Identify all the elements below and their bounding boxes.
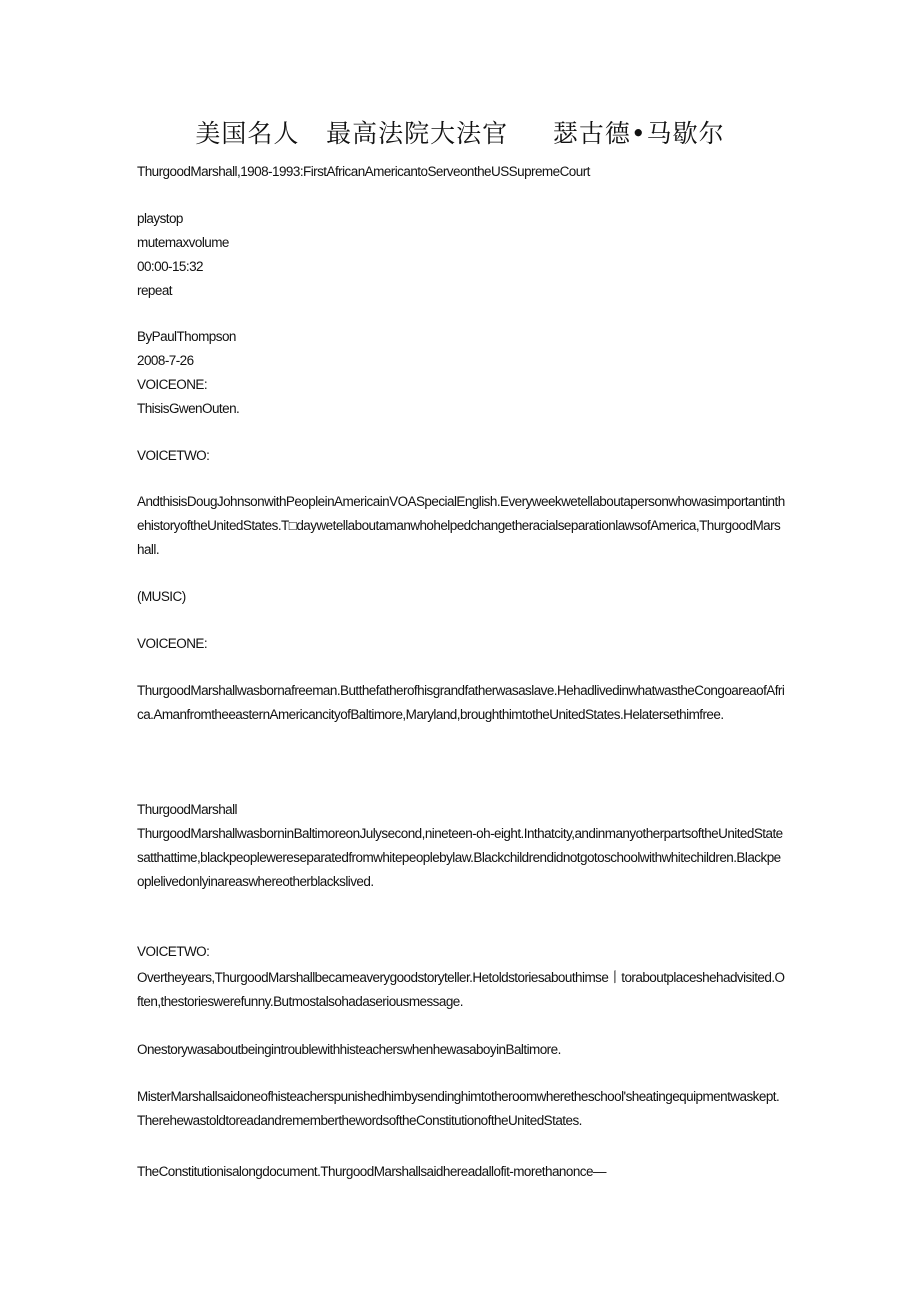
body-paragraph-6: TheConstitutionisalongdocument.ThurgoodMarshallsaidhereadallofit-morethanonce— — [137, 1164, 606, 1179]
intro-paragraph: AndthisisDougJohnsonwithPeopleinAmericainVOASpecialEnglish.EveryweekwetellaboutapersonwhowasimportantinthehistoryoftheUnitedStates.T□daywetellaboutamanwhohelpedchangetheracialseparationlawsofAmerica,ThurgoodMarshall. — [137, 494, 785, 557]
player-time: 00:00-15:32 — [137, 259, 204, 274]
body-paragraph-3: Overtheyears,ThurgoodMarshallbecameaverygoodstoryteller.Hetoldstoriesabouthimse丨toraboutplaceshehadvisited.Often,thestorieswerefunny.Butmostalsohadaseriousmessage. — [137, 970, 785, 1009]
body-paragraph-5: MisterMarshallsaidoneofhisteacherspunishedhimbysendinghimtotheroomwheretheschool'sheatingequipmentwaskept.TherehewastoldtoreadandrememberthewordsoftheConstitutionoftheUnitedStates. — [137, 1089, 780, 1128]
subtitle: ThurgoodMarshall,1908-1993:FirstAfricanAmericantoServeontheUSSupremeCourt — [137, 164, 590, 179]
page-title: 美国名人 最高法院大法官 瑟古德•马歇尔 — [195, 119, 725, 148]
byline-author: ByPaulThompson — [137, 329, 236, 344]
body-paragraph-4: OnestorywasaboutbeingintroublewithhisteacherswhenhewasaboyinBaltimore. — [137, 1042, 561, 1057]
player-repeat[interactable]: repeat — [137, 283, 172, 298]
byline-date: 2008-7-26 — [137, 353, 194, 368]
player-mute-max-volume[interactable]: mutemaxvolume — [137, 235, 229, 250]
body-paragraph-1: ThurgoodMarshallwasbornafreeman.Butthefatherofhisgrandfatherwasaslave.HehadlivedinwhatwastheCongoareaofAfrica.AmanfromtheeasternAmericancityofBaltimore,Maryland,broughthimtotheUnitedStates.Helatersethimfree. — [137, 683, 785, 722]
speaker-voice-two: VOICETWO: — [137, 944, 210, 959]
speaker-voice-one: VOICEONE: — [137, 636, 208, 651]
body-paragraph-2: ThurgoodMarshallwasborninBaltimoreonJulysecond,nineteen-oh-eight.Inthatcity,andinmanyotherpartsoftheUnitedStatesatthattime,blackpeoplewereseparatedfromwhitepeoplebylaw.Blackchildrendidnotgotoschoolwithwhitechildren.Blackpeoplelivedonlyinareaswhereotherblackslived. — [137, 826, 783, 889]
image-caption: ThurgoodMarshall — [137, 802, 238, 817]
speaker-voice-one: VOICEONE: — [137, 377, 208, 392]
speaker-voice-two: VOICETWO: — [137, 448, 210, 463]
player-play-stop[interactable]: playstop — [137, 211, 183, 226]
music-cue: (MUSIC) — [137, 589, 186, 604]
intro-line-1: ThisisGwenOuten. — [137, 401, 240, 416]
